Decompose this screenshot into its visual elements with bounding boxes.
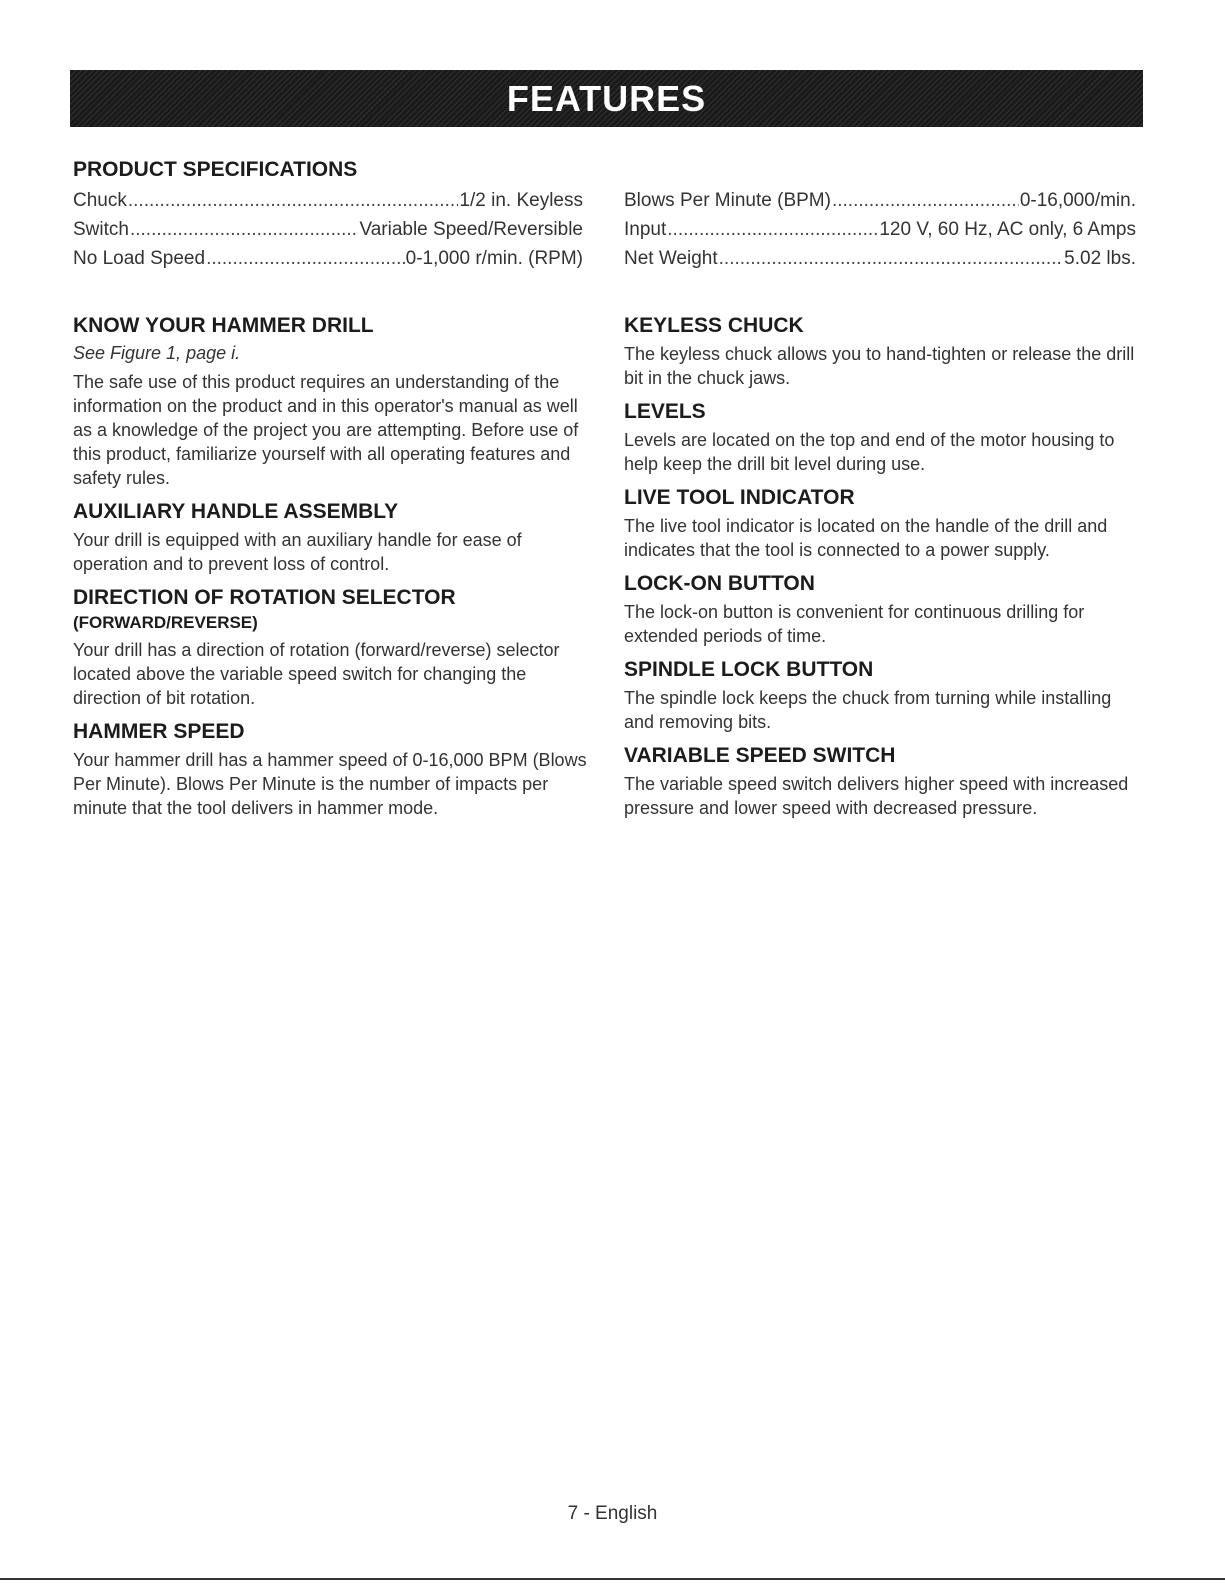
dot-leader [667,219,878,241]
dot-leader [206,248,405,270]
section-heading: KNOW YOUR HAMMER DRILL [73,314,374,337]
section-body: Your hammer drill has a hammer speed of 0-16,000 BPM (Blows Per Minute). Blows Per Minute is the number of impacts per minute that the tool delivers in hammer mode. [73,750,587,818]
section-hammer-speed [73,718,593,820]
section-body: The lock-on button is convenient for continuous drilling for extended periods of time. [624,602,1085,646]
spec-row-bpm [624,190,1136,219]
section-lock-on-button [624,570,1144,648]
section-heading: SPINDLE LOCK BUTTON [624,658,874,681]
figure-reference: See Figure 1, page i. [73,343,241,363]
section-heading: AUXILIARY HANDLE ASSEMBLY [73,500,399,523]
section-heading: VARIABLE SPEED SWITCH [624,744,896,767]
section-keyless-chuck [624,312,1144,390]
banner-title: FEATURES [506,77,707,119]
spec-label: Chuck [73,190,127,211]
specifications-heading: PRODUCT SPECIFICATIONS [73,158,358,181]
section-live-tool-indicator [624,484,1144,562]
spec-label: No Load Speed [73,248,206,269]
page-footer: 7 - English [567,1503,658,1524]
section-body: Your drill is equipped with an auxiliary handle for ease of operation and to prevent loss of control. [73,530,522,574]
section-know-your-hammer-drill [73,312,593,490]
section-heading: LOCK-ON BUTTON [624,572,815,595]
spec-row-chuck [73,190,583,219]
spec-row-switch [73,219,583,248]
section-body: The variable speed switch delivers higher speed with increased pressure and lower speed with decreased pressure. [624,774,1129,818]
section-subheading: (FORWARD/REVERSE) [73,613,258,632]
spec-label: Input [624,219,667,240]
section-heading: LEVELS [624,400,706,423]
section-body: The live tool indicator is located on the handle of the drill and indicates that the tool is connected to a power supply. [624,516,1108,560]
spec-list-left [73,190,583,277]
section-heading: DIRECTION OF ROTATION SELECTOR [73,586,456,609]
dot-leader [130,219,358,241]
section-body: The spindle lock keeps the chuck from turning while installing and removing bits. [624,688,1112,732]
section-direction-selector [73,584,593,710]
spec-label: Net Weight [624,248,718,269]
spec-value: 0-1,000 r/min. (RPM) [405,248,583,269]
section-body: Levels are located on the top and end of the motor housing to help keep the drill bit level during use. [624,430,1115,474]
spec-value: Variable Speed/Reversible [359,219,583,240]
section-spindle-lock-button [624,656,1144,734]
section-body: The safe use of this product requires an understanding of the information on the product and in this operator's manual as well as a knowledge of the project you are attempting. Before use of this product, familiarize yourself with all operating features and safety rules. [73,372,579,488]
spec-value: 0-16,000/min. [1019,190,1136,211]
section-body: Your drill has a direction of rotation (forward/reverse) selector located above the variable speed switch for changing the direction of bit rotation. [73,640,560,708]
section-variable-speed-switch [624,742,1144,820]
right-column [624,312,1144,828]
dot-leader [128,190,459,212]
section-body: The keyless chuck allows you to hand-tighten or release the drill bit in the chuck jaws. [624,344,1135,388]
section-auxiliary-handle [73,498,593,576]
spec-value: 1/2 in. Keyless [459,190,583,211]
bottom-rule [0,1578,1225,1580]
spec-value: 120 V, 60 Hz, AC only, 6 Amps [879,219,1136,240]
section-heading: LIVE TOOL INDICATOR [624,486,855,509]
left-column [73,312,593,828]
spec-label: Switch [73,219,129,240]
features-banner [70,70,1143,127]
spec-row-net-weight [624,248,1136,277]
section-levels [624,398,1144,476]
spec-row-no-load-speed [73,248,583,277]
dot-leader [832,190,1019,212]
section-heading: KEYLESS CHUCK [624,314,804,337]
section-heading: HAMMER SPEED [73,720,245,743]
spec-list-right [624,190,1136,277]
spec-label: Blows Per Minute (BPM) [624,190,831,211]
spec-row-input [624,219,1136,248]
dot-leader [719,248,1064,270]
spec-value: 5.02 lbs. [1064,248,1136,269]
